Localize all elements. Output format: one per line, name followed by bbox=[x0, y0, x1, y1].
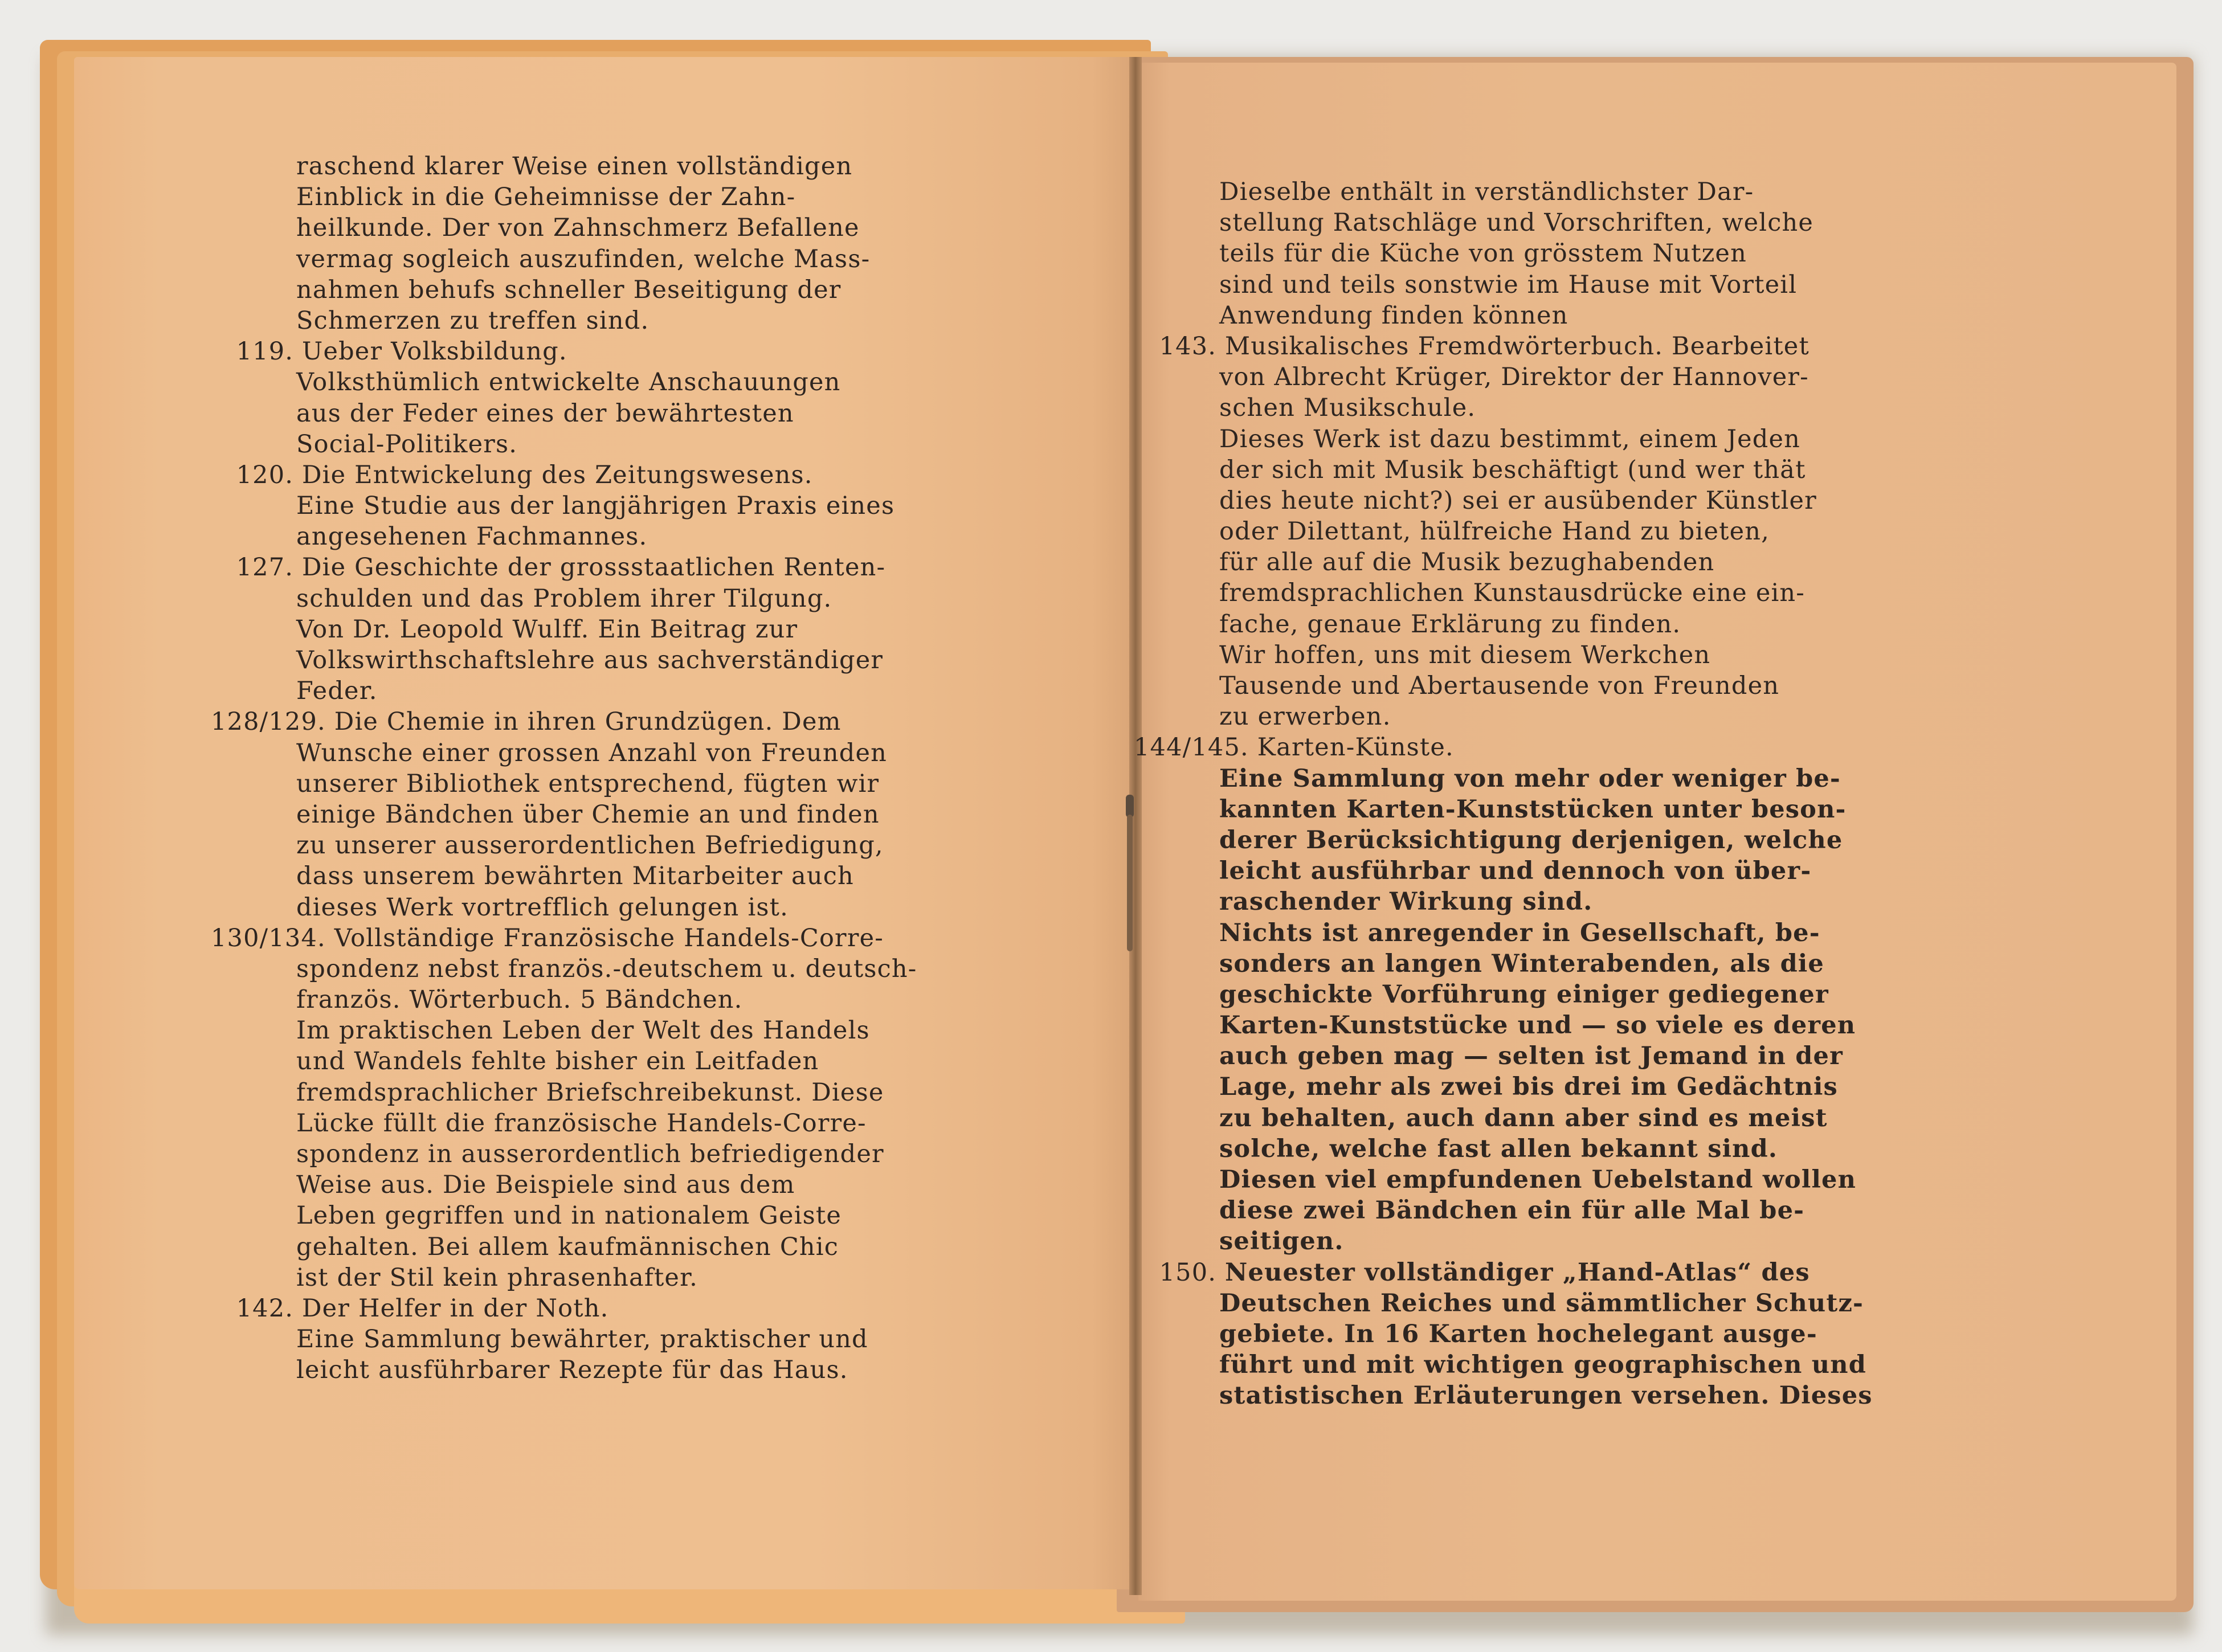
text-line bbox=[1219, 269, 1873, 300]
line-text: Im praktischen Leben der Welt des Handels bbox=[296, 1016, 870, 1045]
text-line bbox=[1219, 1103, 1873, 1134]
line-text: Ueber Volksbildung. bbox=[302, 337, 567, 366]
text-line bbox=[296, 490, 917, 521]
text-line bbox=[1219, 1350, 1873, 1380]
line-text: der sich mit Musik beschäftigt (und wer thät bbox=[1219, 455, 1806, 484]
line-text: Eine Studie aus der langjährigen Praxis eines bbox=[296, 492, 895, 521]
line-text: von Albrecht Krüger, Direktor der Hannover- bbox=[1219, 363, 1809, 392]
line-text: Wir hoffen, uns mit diesem Werkchen bbox=[1219, 640, 1711, 669]
line-text: leicht ausführbarer Rezepte für das Haus. bbox=[296, 1356, 848, 1385]
line-text: Volksthümlich entwickelte Anschauungen bbox=[296, 368, 841, 397]
text-line bbox=[296, 830, 917, 861]
text-line bbox=[296, 1170, 917, 1200]
text-line bbox=[1219, 825, 1873, 856]
line-text: auch geben mag — selten ist Jemand in der bbox=[1219, 1042, 1843, 1071]
line-text: Deutschen Reiches und sämmtlicher Schutz- bbox=[1219, 1289, 1864, 1318]
text-line bbox=[296, 1200, 917, 1231]
line-text: Karten-Künste. bbox=[1257, 733, 1454, 762]
text-line bbox=[296, 1232, 917, 1262]
line-text: Weise aus. Die Beispiele sind aus dem bbox=[296, 1171, 795, 1200]
entry-number: 120. bbox=[236, 460, 302, 489]
text-line bbox=[296, 861, 917, 892]
line-text: Eine Sammlung von mehr oder weniger be- bbox=[1219, 764, 1841, 793]
text-line bbox=[296, 645, 917, 676]
line-text: Wunsche einer grossen Anzahl von Freunden bbox=[296, 738, 888, 767]
line-text: geschickte Vorführung einiger gediegener bbox=[1219, 980, 1829, 1009]
line-text: und Wandels fehlte bisher ein Leitfaden bbox=[296, 1047, 819, 1076]
text-line bbox=[211, 706, 917, 737]
line-text: Neuester vollständiger „Hand-Atlas“ des bbox=[1225, 1258, 1810, 1287]
text-line bbox=[1219, 547, 1873, 578]
line-text: für alle auf die Musik bezughabenden bbox=[1219, 548, 1715, 577]
line-text: derer Berücksichtigung derjenigen, welche bbox=[1219, 825, 1843, 854]
text-line bbox=[1219, 516, 1873, 547]
entry-number: 119. bbox=[236, 337, 302, 366]
text-line bbox=[1219, 918, 1873, 948]
text-line bbox=[1219, 392, 1873, 423]
line-text: Von Dr. Leopold Wulff. Ein Beitrag zur bbox=[296, 615, 798, 644]
text-line bbox=[236, 336, 917, 367]
left-page-text bbox=[211, 151, 917, 1386]
text-line bbox=[1219, 701, 1873, 732]
text-line bbox=[1219, 640, 1873, 670]
text-line bbox=[296, 892, 917, 923]
line-text: seitigen. bbox=[1219, 1227, 1344, 1256]
text-line bbox=[296, 799, 917, 830]
line-text: oder Dilettant, hülfreiche Hand zu bieten, bbox=[1219, 517, 1770, 546]
text-line bbox=[1219, 1288, 1873, 1319]
text-line bbox=[1219, 1041, 1873, 1072]
text-line bbox=[296, 151, 917, 182]
line-text: Vollständige Französische Handels-Corre- bbox=[334, 923, 884, 952]
line-text: kannten Karten-Kunststücken unter beson- bbox=[1219, 795, 1847, 824]
entry-number: 127. bbox=[236, 553, 302, 582]
line-text: fremdsprachlichen Kunstausdrücke eine ein- bbox=[1219, 579, 1806, 608]
line-text: fache, genaue Erklärung zu finden. bbox=[1219, 610, 1681, 639]
line-text: diese zwei Bändchen ein für alle Mal be- bbox=[1219, 1196, 1805, 1225]
line-text: sind und teils sonstwie im Hause mit Vorteil bbox=[1219, 270, 1798, 299]
line-text: Tausende und Abertausende von Freunden bbox=[1219, 672, 1780, 700]
line-text: raschender Wirkung sind. bbox=[1219, 888, 1593, 917]
text-line bbox=[296, 738, 917, 768]
line-text: gebiete. In 16 Karten hochelegant ausge- bbox=[1219, 1319, 1817, 1348]
entry-number: 150. bbox=[1159, 1258, 1225, 1287]
line-text: Einblick in die Geheimnisse der Zahn- bbox=[296, 183, 796, 212]
line-text: Dieses Werk ist dazu bestimmt, einem Jeden bbox=[1219, 424, 1801, 453]
entry-number: 143. bbox=[1159, 332, 1225, 361]
line-text: statistischen Erläuterungen versehen. Dieses bbox=[1219, 1381, 1873, 1410]
text-line bbox=[1219, 207, 1873, 238]
line-text: fremdsprachlicher Briefschreibekunst. Diese bbox=[296, 1078, 884, 1107]
text-line bbox=[1219, 362, 1873, 392]
line-text: stellung Ratschläge und Vorschriften, welche bbox=[1219, 208, 1814, 238]
line-text: Musikalisches Fremdwörterbuch. Bearbeitet bbox=[1225, 332, 1810, 361]
right-page-text bbox=[1134, 177, 1873, 1412]
text-line bbox=[211, 923, 917, 954]
text-line bbox=[1219, 609, 1873, 640]
text-line bbox=[1219, 238, 1873, 269]
text-line bbox=[1219, 177, 1873, 207]
line-text: Volkswirthschaftslehre aus sachverständiger bbox=[296, 646, 884, 674]
line-text: spondenz in ausserordentlich befriedigender bbox=[296, 1140, 884, 1168]
text-line bbox=[1219, 1380, 1873, 1411]
text-line bbox=[1219, 794, 1873, 825]
text-line bbox=[296, 1355, 917, 1385]
line-text: heilkunde. Der von Zahnschmerz Befallene bbox=[296, 214, 860, 243]
text-line bbox=[1219, 856, 1873, 886]
line-text: gehalten. Bei allem kaufmännischen Chic bbox=[296, 1232, 839, 1261]
line-text: sonders an langen Winterabenden, als die bbox=[1219, 949, 1824, 978]
text-line bbox=[1219, 455, 1873, 485]
text-line bbox=[1219, 424, 1873, 455]
line-text: zu erwerben. bbox=[1219, 702, 1391, 731]
line-text: Die Chemie in ihren Grundzügen. Dem bbox=[334, 708, 842, 737]
text-line bbox=[296, 1324, 917, 1355]
line-text: Schmerzen zu treffen sind. bbox=[296, 306, 650, 335]
line-text: zu behalten, auch dann aber sind es meist bbox=[1219, 1103, 1828, 1132]
line-text: Dieselbe enthält in verständlichster Dar- bbox=[1219, 178, 1754, 206]
text-line bbox=[1219, 948, 1873, 979]
line-text: Diesen viel empfundenen Uebelstand wollen bbox=[1219, 1166, 1857, 1194]
text-line bbox=[296, 367, 917, 398]
line-text: aus der Feder eines der bewährtesten bbox=[296, 399, 794, 428]
text-line bbox=[296, 984, 917, 1015]
line-text: unserer Bibliothek entsprechend, fügten wir bbox=[296, 769, 880, 798]
text-line bbox=[1134, 732, 1873, 763]
line-text: solche, welche fast allen bekannt sind. bbox=[1219, 1134, 1778, 1163]
text-line bbox=[1219, 1010, 1873, 1041]
text-line bbox=[296, 614, 917, 645]
text-line bbox=[296, 305, 917, 336]
text-line bbox=[1219, 670, 1873, 701]
text-line bbox=[296, 768, 917, 799]
entry-number: 144/145. bbox=[1134, 733, 1257, 762]
text-line bbox=[1219, 763, 1873, 794]
binding-stitch bbox=[1126, 795, 1134, 817]
text-line bbox=[1159, 1257, 1873, 1288]
line-text: Anwendung finden können bbox=[1219, 301, 1569, 330]
line-text: einige Bändchen über Chemie an und finden bbox=[296, 800, 880, 829]
line-text: nahmen behufs schneller Beseitigung der bbox=[296, 275, 842, 304]
text-line bbox=[296, 1015, 917, 1046]
line-text: Leben gegriffen und in nationalem Geiste bbox=[296, 1201, 842, 1230]
text-line bbox=[1219, 1226, 1873, 1257]
line-text: Karten-Kunststücke und — so viele es deren bbox=[1219, 1011, 1856, 1040]
line-text: angesehenen Fachmannes. bbox=[296, 522, 648, 551]
line-text: Lage, mehr als zwei bis drei im Gedächtnis bbox=[1219, 1073, 1838, 1102]
text-line bbox=[236, 1293, 917, 1324]
text-line bbox=[296, 1077, 917, 1108]
line-text: vermag sogleich auszufinden, welche Mass- bbox=[296, 244, 871, 273]
line-text: raschend klarer Weise einen vollständigen bbox=[296, 152, 853, 181]
line-text: Social-Politikers. bbox=[296, 430, 518, 459]
text-line bbox=[296, 676, 917, 706]
text-line bbox=[296, 1108, 917, 1139]
text-line bbox=[1219, 886, 1873, 917]
line-text: Die Entwickelung des Zeitungswesens. bbox=[302, 460, 813, 489]
line-text: Feder. bbox=[296, 677, 378, 706]
line-text: schulden und das Problem ihrer Tilgung. bbox=[296, 584, 832, 613]
line-text: spondenz nebst französ.-deutschem u. deutsch- bbox=[296, 954, 917, 983]
line-text: schen Musikschule. bbox=[1219, 394, 1476, 423]
text-line bbox=[296, 1262, 917, 1293]
line-text: Der Helfer in der Noth. bbox=[302, 1294, 609, 1323]
text-line bbox=[296, 1139, 917, 1170]
binding-thread bbox=[1127, 815, 1133, 951]
text-line bbox=[1219, 578, 1873, 608]
line-text: zu unserer ausserordentlichen Befriedigung, bbox=[296, 831, 884, 860]
text-line bbox=[1159, 331, 1873, 362]
text-line bbox=[1219, 300, 1873, 331]
line-text: Nichts ist anregender in Gesellschaft, be- bbox=[1219, 918, 1820, 947]
line-text: Lücke füllt die französische Handels-Corre- bbox=[296, 1109, 867, 1138]
text-line bbox=[296, 954, 917, 984]
text-line bbox=[1219, 1072, 1873, 1102]
line-text: dies heute nicht?) sei er ausübender Künstler bbox=[1219, 486, 1817, 515]
text-line bbox=[296, 521, 917, 552]
entry-number: 130/134. bbox=[211, 923, 334, 952]
line-text: ist der Stil kein phrasenhafter. bbox=[296, 1263, 698, 1292]
text-line bbox=[1219, 979, 1873, 1010]
text-line bbox=[296, 212, 917, 243]
text-line bbox=[296, 398, 917, 429]
text-line bbox=[296, 1046, 917, 1077]
line-text: führt und mit wichtigen geographischen und bbox=[1219, 1351, 1866, 1380]
text-line bbox=[296, 583, 917, 614]
text-line bbox=[1219, 1134, 1873, 1164]
line-text: leicht ausführbar und dennoch von über- bbox=[1219, 857, 1812, 886]
line-text: Die Geschichte der grossstaatlichen Renten- bbox=[302, 553, 886, 582]
text-line bbox=[296, 182, 917, 212]
text-line bbox=[1219, 485, 1873, 516]
line-text: Eine Sammlung bewährter, praktischer und bbox=[296, 1325, 868, 1354]
text-line bbox=[236, 552, 917, 583]
text-line bbox=[296, 429, 917, 460]
text-line bbox=[296, 275, 917, 305]
line-text: dass unserem bewährten Mitarbeiter auch bbox=[296, 862, 854, 891]
text-line bbox=[1219, 1195, 1873, 1226]
entry-number: 128/129. bbox=[211, 708, 334, 737]
text-line bbox=[1219, 1319, 1873, 1350]
text-line bbox=[1219, 1164, 1873, 1195]
text-line bbox=[296, 244, 917, 275]
text-line bbox=[236, 460, 917, 490]
line-text: französ. Wörterbuch. 5 Bändchen. bbox=[296, 986, 743, 1015]
line-text: teils für die Küche von grösstem Nutzen bbox=[1219, 239, 1747, 268]
entry-number: 142. bbox=[236, 1294, 302, 1323]
line-text: dieses Werk vortrefflich gelungen ist. bbox=[296, 893, 789, 922]
